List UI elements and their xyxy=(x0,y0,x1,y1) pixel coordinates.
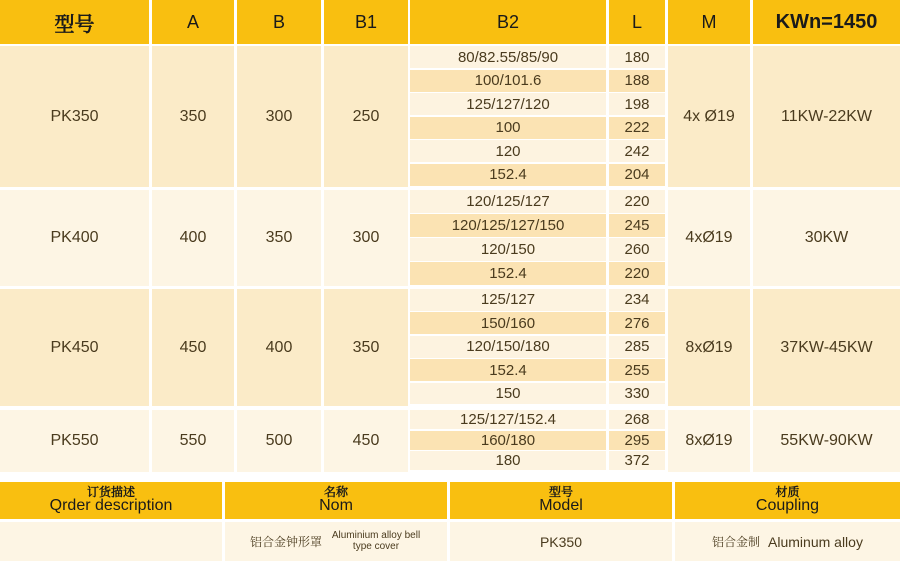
row-l: 234 xyxy=(609,289,665,311)
row-l: 255 xyxy=(609,359,665,381)
order-header-en: Nom xyxy=(319,497,353,515)
order-header-zh: 名称 xyxy=(323,484,348,499)
row-l: 242 xyxy=(609,140,665,162)
row-b2: 152.4 xyxy=(410,359,606,381)
order-header-nom xyxy=(225,482,447,519)
group-m: 4xØ19 xyxy=(668,190,750,286)
row-l: 220 xyxy=(609,190,665,213)
group-model: PK400 xyxy=(0,190,149,286)
group-model: PK350 xyxy=(0,46,149,187)
model-text: PK350 xyxy=(539,533,583,550)
row-b2: 125/127 xyxy=(410,289,606,311)
row-b2: 125/127/120 xyxy=(410,93,606,115)
group-b1: 250 xyxy=(324,46,408,187)
order-header-zh: 订货描述 xyxy=(86,484,135,499)
group-model: PK450 xyxy=(0,289,149,406)
group-m: 4x Ø19 xyxy=(668,46,750,187)
group-b: 350 xyxy=(237,190,321,286)
header-model: 型号 xyxy=(0,0,149,44)
order-header-en: Model xyxy=(539,497,583,515)
row-l: 276 xyxy=(609,312,665,334)
order-header-zh: 材质 xyxy=(775,484,800,499)
row-l: 180 xyxy=(609,46,665,68)
group-b: 300 xyxy=(237,46,321,187)
nom-en: Aluminium alloy bell type cover xyxy=(331,530,421,552)
group-m: 8xØ19 xyxy=(668,410,750,472)
row-l: 245 xyxy=(609,214,665,237)
row-b2: 125/127/152.4 xyxy=(410,410,606,429)
order-value-description xyxy=(0,522,222,561)
group-kw: 30KW xyxy=(753,190,900,286)
group-kw: 37KW-45KW xyxy=(753,289,900,406)
group-a: 450 xyxy=(152,289,234,406)
order-value-coupling xyxy=(675,522,900,561)
row-b2: 100/101.6 xyxy=(410,70,606,92)
row-b2: 100 xyxy=(410,117,606,139)
group-a: 350 xyxy=(152,46,234,187)
row-l: 198 xyxy=(609,93,665,115)
order-header-en: Coupling xyxy=(755,497,820,515)
row-l: 222 xyxy=(609,117,665,139)
order-header-en: Qrder description xyxy=(49,497,173,515)
row-l: 330 xyxy=(609,383,665,405)
order-header-description xyxy=(0,482,222,519)
group-kw: 55KW-90KW xyxy=(753,410,900,472)
row-b2: 120/150 xyxy=(410,238,606,261)
header-kw: KWn=1450 xyxy=(753,0,900,44)
group-b1: 450 xyxy=(324,410,408,472)
row-l: 285 xyxy=(609,336,665,358)
header-b: B xyxy=(237,0,321,44)
header-m: M xyxy=(668,0,750,44)
group-b1: 300 xyxy=(324,190,408,286)
header-a: A xyxy=(152,0,234,44)
row-b2: 120/125/127/150 xyxy=(410,214,606,237)
group-a: 550 xyxy=(152,410,234,472)
order-header-zh: 型号 xyxy=(548,484,573,499)
row-b2: 160/180 xyxy=(410,431,606,450)
coupling-zh: 铝合金制 xyxy=(712,535,761,549)
group-b1: 350 xyxy=(324,289,408,406)
group-b: 400 xyxy=(237,289,321,406)
row-b2: 180 xyxy=(410,451,606,470)
group-a: 400 xyxy=(152,190,234,286)
row-l: 372 xyxy=(609,451,665,470)
group-b: 500 xyxy=(237,410,321,472)
row-b2: 120 xyxy=(410,140,606,162)
row-b2: 150/160 xyxy=(410,312,606,334)
row-b2: 120/125/127 xyxy=(410,190,606,213)
coupling-en: Aluminum alloy xyxy=(768,533,863,550)
header-b2: B2 xyxy=(410,0,606,44)
row-l: 260 xyxy=(609,238,665,261)
group-model: PK550 xyxy=(0,410,149,472)
group-m: 8xØ19 xyxy=(668,289,750,406)
row-b2: 150 xyxy=(410,383,606,405)
row-b2: 152.4 xyxy=(410,164,606,186)
header-l: L xyxy=(609,0,665,44)
order-value-model xyxy=(450,522,672,561)
row-l: 188 xyxy=(609,70,665,92)
order-header-coupling xyxy=(675,482,900,519)
row-l: 204 xyxy=(609,164,665,186)
order-value-nom xyxy=(225,522,447,561)
row-l: 220 xyxy=(609,262,665,285)
order-header-model xyxy=(450,482,672,519)
row-b2: 120/150/180 xyxy=(410,336,606,358)
nom-zh: 铝合金钟形罩 xyxy=(249,535,322,549)
row-b2: 80/82.55/85/90 xyxy=(410,46,606,68)
group-kw: 11KW-22KW xyxy=(753,46,900,187)
row-l: 268 xyxy=(609,410,665,429)
row-b2: 152.4 xyxy=(410,262,606,285)
header-b1: B1 xyxy=(324,0,408,44)
row-l: 295 xyxy=(609,431,665,450)
